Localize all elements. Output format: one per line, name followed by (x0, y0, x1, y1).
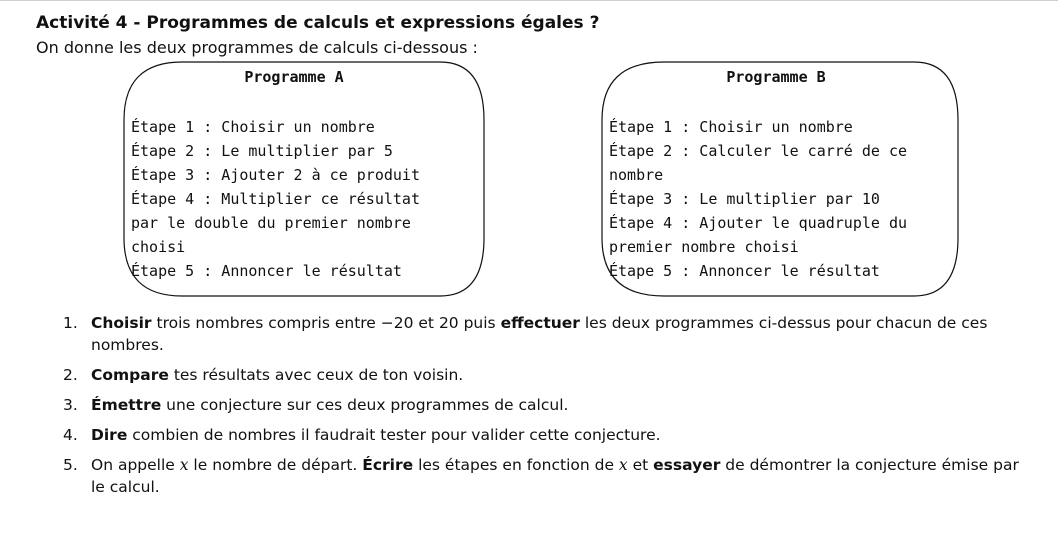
programme-a-line: Étape 3 : Ajouter 2 à ce produit (131, 166, 420, 184)
question-item (63, 312, 1027, 356)
question-number: 5. (63, 456, 78, 474)
question-number: 4. (63, 426, 78, 444)
math-variable: x (618, 456, 628, 474)
programme-b-line: Étape 1 : Choisir un nombre (609, 118, 853, 136)
question-text: tes résultats avec ceux de ton voisin. (168, 366, 464, 384)
question-keyword: Écrire (362, 456, 414, 474)
question-text: le nombre de départ. (188, 456, 363, 474)
activity-title: Activité 4 - Programmes de calculs et expressions égales ? (36, 13, 600, 33)
question-text: les étapes en fonction de (413, 456, 619, 474)
programme-a-steps (131, 115, 420, 283)
programme-b-line: Étape 2 : Calculer le carré de ce (609, 142, 908, 160)
question-number: 2. (63, 366, 78, 384)
programme-a-line: Étape 5 : Annoncer le résultat (131, 262, 402, 280)
question-text: une conjecture sur ces deux programmes de calcul. (161, 396, 569, 414)
question-text: et (627, 456, 654, 474)
programme-b-steps (609, 115, 907, 283)
question-text: de démontrer la conjecture émise par le calcul. (91, 456, 1019, 496)
programme-b-title: Programme B (726, 68, 826, 86)
programme-a-line: Étape 4 : Multiplier ce résultat (131, 190, 420, 208)
programme-b-line: Étape 3 : Le multiplier par 10 (609, 190, 880, 208)
programme-b-line: premier nombre choisi (609, 238, 799, 256)
question-keyword: essayer (653, 456, 721, 474)
programme-a-line: Étape 1 : Choisir un nombre (131, 118, 375, 136)
programme-b-line: Étape 4 : Ajouter le quadruple du (609, 214, 908, 232)
activity-intro: On donne les deux programmes de calculs ci-dessous : (36, 38, 478, 57)
question-keyword: Dire (91, 426, 128, 444)
programme-a-title: Programme A (244, 68, 344, 86)
question-item (63, 394, 1027, 416)
programme-b-line: nombre (609, 166, 664, 184)
question-text: trois nombres compris entre −20 et 20 puis (151, 314, 501, 332)
question-item (63, 454, 1027, 498)
question-keyword: Choisir (91, 314, 152, 332)
question-text: On appelle (91, 456, 180, 474)
programme-a-line: choisi (131, 238, 186, 256)
question-number: 1. (63, 314, 78, 332)
programme-a-line: par le double du premier nombre (131, 214, 411, 232)
question-keyword: Compare (91, 366, 169, 384)
question-item (63, 424, 1027, 446)
question-number: 3. (63, 396, 78, 414)
question-item (63, 364, 1027, 386)
programme-b-line: Étape 5 : Annoncer le résultat (609, 262, 880, 280)
question-text: combien de nombres il faudrait tester pour valider cette conjecture. (127, 426, 661, 444)
question-keyword: effectuer (500, 314, 580, 332)
programme-a-line: Étape 2 : Le multiplier par 5 (131, 142, 393, 160)
question-list (63, 312, 1027, 506)
math-variable: x (179, 456, 189, 474)
question-keyword: Émettre (91, 396, 162, 414)
question-text: les deux programmes ci-dessus pour chacun de ces nombres. (91, 314, 988, 354)
